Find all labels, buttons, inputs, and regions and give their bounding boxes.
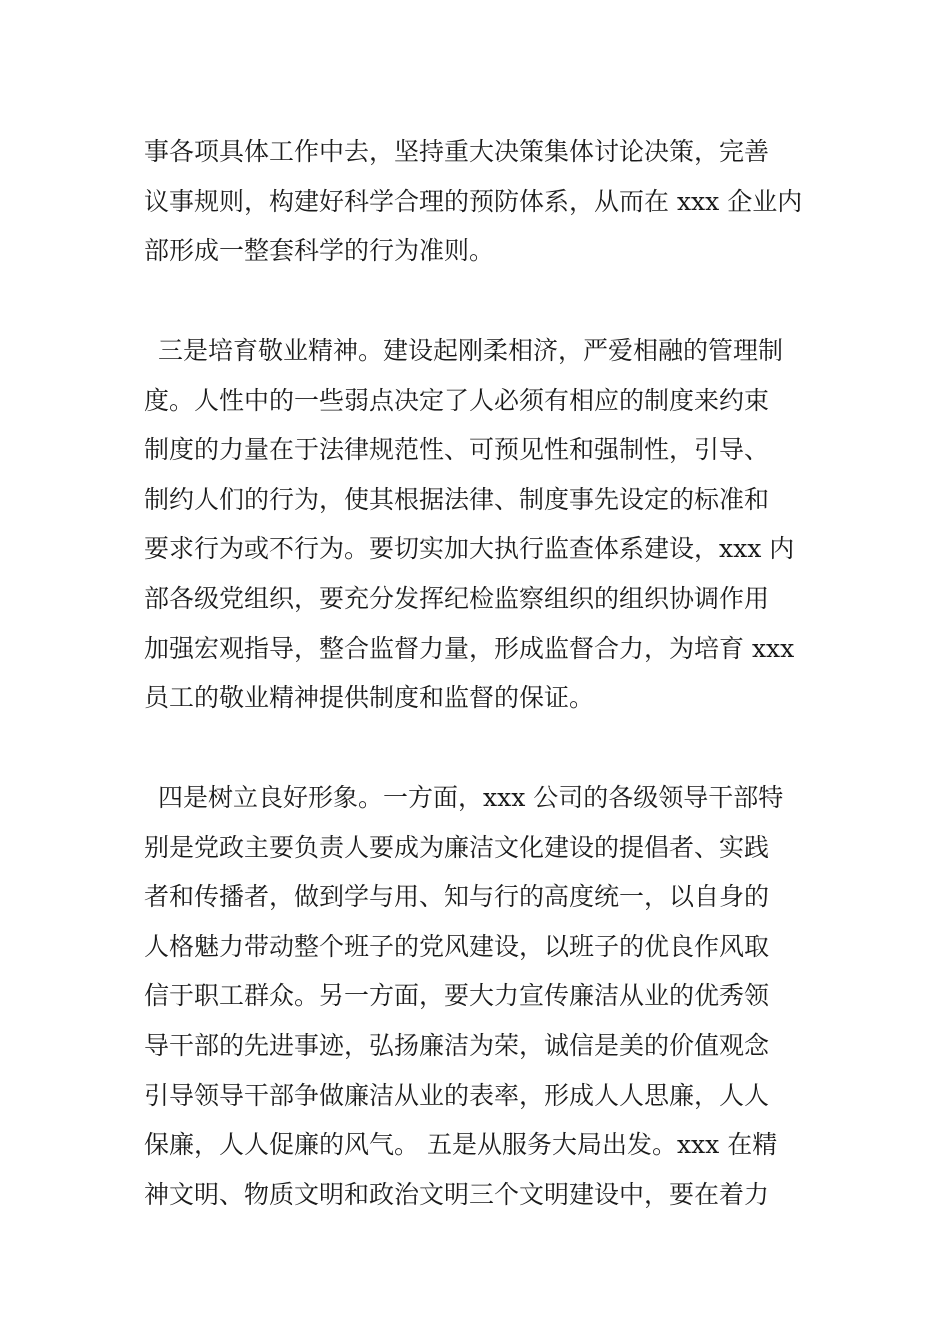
text-line: 保廉，人人促廉的风气。 五是从服务大局出发。xxx 在精 bbox=[144, 1130, 778, 1160]
text-line: 引导领导干部争做廉洁从业的表率，形成人人思廉，人人 bbox=[144, 1080, 770, 1110]
text-line: 事各项具体工作中去，坚持重大决策集体讨论决策，完善 bbox=[144, 137, 770, 166]
paragraph-1 bbox=[144, 127, 824, 276]
text-line: 四是树立良好形象。一方面，xxx 公司的各级领导干部特 bbox=[158, 783, 784, 812]
text-line: 部各级党组织，要充分发挥纪检监察组织的组织协调作用 bbox=[144, 583, 770, 613]
text-line: 议事规则，构建好科学合理的预防体系，从而在 xxx 企业内 bbox=[144, 186, 803, 216]
text-line: 制约人们的行为，使其根据法律、制度事先设定的标准和 bbox=[144, 484, 770, 514]
text-line: 制度的力量在于法律规范性、可预见性和强制性，引导、 bbox=[144, 435, 770, 465]
text-line: 别是党政主要负责人要成为廉洁文化建设的提倡者、实践 bbox=[144, 832, 770, 862]
text-line: 员工的敬业精神提供制度和监督的保证。 bbox=[144, 683, 595, 713]
text-line: 神文明、物质文明和政治文明三个文明建设中，要在着力 bbox=[144, 1179, 770, 1209]
text-line: 人格魅力带动整个班子的党风建设，以班子的优良作风取 bbox=[144, 931, 770, 961]
text-line: 导干部的先进事迹，弘扬廉洁为荣，诚信是美的价值观念 bbox=[144, 1030, 770, 1060]
paragraph-2 bbox=[144, 326, 824, 723]
text-line: 要求行为或不行为。要切实加大执行监查体系建设，xxx 内 bbox=[144, 534, 795, 564]
text-line: 三是培育敬业精神。建设起刚柔相济，严爱相融的管理制 bbox=[158, 336, 784, 365]
text-line: 部形成一整套科学的行为准则。 bbox=[144, 236, 495, 266]
text-line: 信于职工群众。另一方面，要大力宣传廉洁从业的优秀领 bbox=[144, 981, 770, 1011]
text-line: 度。人性中的一些弱点决定了人必须有相应的制度来约束 bbox=[144, 385, 770, 415]
text-line: 加强宏观指导，整合监督力量，形成监督合力，为培育 xxx bbox=[144, 633, 795, 663]
paragraph-3 bbox=[144, 773, 824, 1219]
text-line: 者和传播者，做到学与用、知与行的高度统一，以自身的 bbox=[144, 882, 770, 912]
